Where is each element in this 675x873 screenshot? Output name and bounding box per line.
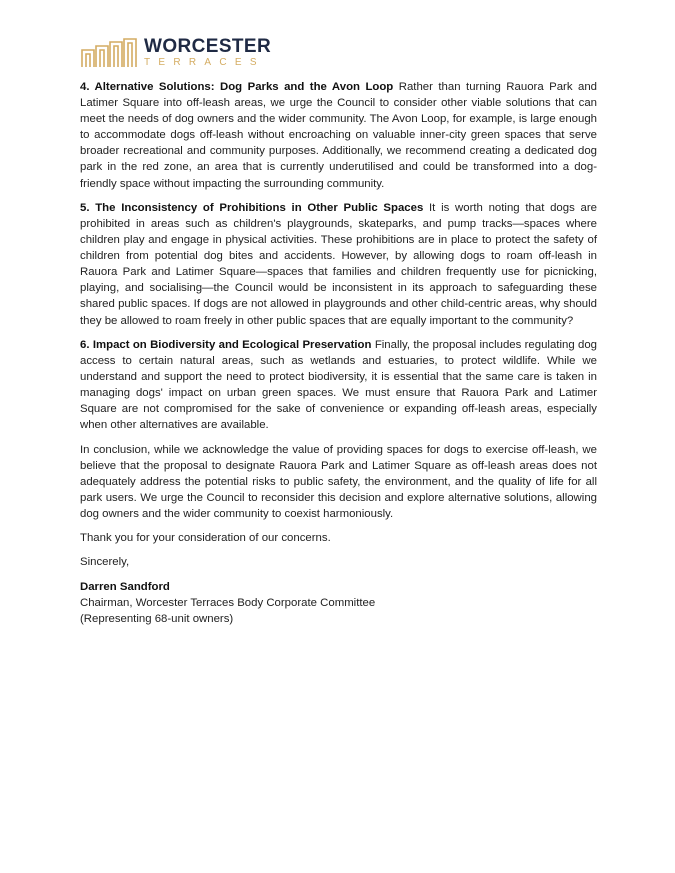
company-logo [80, 38, 271, 68]
logo-subtitle: TERRACES [144, 57, 265, 68]
logo-name: WORCESTER [144, 36, 272, 57]
section-6 [80, 337, 597, 434]
thanks-paragraph: Thank you for your consideration of our concerns. [80, 532, 331, 545]
signatory-note: (Representing 68-unit owners) [80, 612, 234, 625]
signature-block [80, 579, 597, 627]
section-4 [80, 79, 597, 192]
conclusion-paragraph: In conclusion, while we acknowledge the value of providing spaces for dogs to exercise off-leash, we believe that the proposal to designate Rauora Park and Latimer Square as off-leash areas does not adequately address the potential risks to public safety, the environment, and the quality of life for all park users. We urge the Council to reconsider this decision and explore alternative solutions, allowing dog owners and the wider community to coexist harmoniously. [80, 443, 597, 520]
letter-body [80, 79, 597, 635]
section-text: Finally, the proposal includes regulating dog access to certain natural areas, such as wetlands and estuaries, to protect wildlife. While we understand and support the need to protect biodiversity, it is essential that the same care is taken in managing dogs' impact on urban green spaces. We must ensure that Rauora Park and Latimer Square are not compromised for the sake of convenience or expanding off-leash areas, especially when other alternatives are available. [80, 338, 597, 432]
section-heading: 5. The Inconsistency of Prohibitions in Other Public Spaces [80, 201, 424, 214]
worcester-terraces-logo-icon [80, 38, 140, 68]
section-heading: 6. Impact on Biodiversity and Ecological Preservation [80, 338, 372, 351]
section-text: Rather than turning Rauora Park and Latimer Square into off-leash areas, we urge the Council to consider other viable solutions that can meet the needs of dog owners and the wider community. The Avon Loop, for example, is large enough to accommodate dogs off-leash without encroaching on valuable inner-city green spaces that serve broader recreational and community purposes. Additionally, we recommend creating a dedicated dog park in the red zone, an area that is currently underutilised and could be transformed into a dog-friendly space without impacting the surrounding community. [80, 81, 598, 190]
section-text: It is worth noting that dogs are prohibited in areas such as children's playgrounds, skateparks, and pump tracks—spaces where children play and engage in physical activities. These prohibitions are in place to protect the safety of children from potential dog bites and accidents. However, by allowing dogs to roam off-leash in Rauora Park and Latimer Square—spaces that families and children frequently use for picnicking, playing, and socialising—the Council would be inconsistent in its approach to safeguarding these shared public spaces. If dogs are not allowed in playgrounds and other child-centric areas, why should they be allowed to roam freely in other public spaces that are equally important to the community? [80, 201, 597, 327]
signatory-name: Darren Sandford [80, 580, 170, 593]
logo-wordmark [144, 38, 271, 68]
closing-line: Sincerely, [80, 556, 130, 569]
section-heading: 4. Alternative Solutions: Dog Parks and the Avon Loop [80, 81, 394, 93]
signatory-title: Chairman, Worcester Terraces Body Corporate Committee [80, 596, 376, 609]
section-5 [80, 200, 597, 329]
